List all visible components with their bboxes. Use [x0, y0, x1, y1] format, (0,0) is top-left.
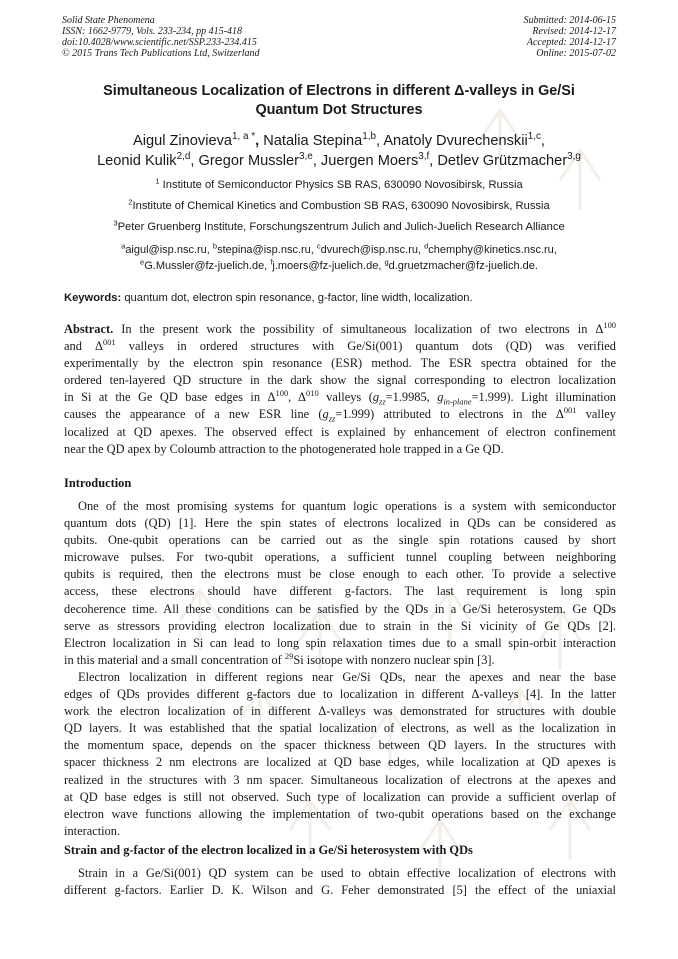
author-name: Anatoly Dvurechenskii: [383, 133, 528, 149]
subscript: zz: [379, 396, 386, 407]
author-name: Leonid Kulik: [97, 153, 177, 169]
copyright-line: © 2015 Trans Tech Publications Ltd, Switzerland: [62, 48, 260, 59]
body-line: realized in the structures with 3 nm spacer. Simultaneous localization of electrons at the apexes and: [64, 772, 616, 787]
abstract-line: localized at QD apexes. The observed effect is explained by enhancement of electron confinement: [64, 424, 616, 439]
email-link[interactable]: stepina@isp.nsc.ru,: [217, 244, 314, 256]
text-run: in this material and a small concentration of: [64, 652, 285, 667]
issn-line: ISSN: 1662-9779, Vols. 233-234, pp 415-418: [62, 26, 242, 37]
text-run: =1.999) attributed to electrons in the Δ: [335, 407, 564, 422]
affiliation-text: Peter Gruenberg Institute, Forschungszentrum Julich and Julich-Juelich Research Alliance: [117, 221, 565, 233]
email-link[interactable]: dvurech@isp.nsc.ru,: [320, 244, 422, 256]
author-line-2: Leonid Kulik$^{2,d}$, Gregor Mussler$^{3,e}$, Juergen Moers$^{3,f}$, Detlev Grützmacher$^{3,g}$: [97, 151, 581, 169]
keywords-label: Keywords:: [64, 292, 122, 304]
superscript: 29: [284, 650, 294, 661]
body-line: access, these electrons should have different g-factors. The last requirement is long spin: [64, 584, 616, 599]
body-line: qubits is required, then the electrons must be close enough to each other. To provide a selective: [64, 567, 616, 582]
abstract-line: near the QD apex by Coloumb attraction to the photogenerated hole trapped in a Ge QD.: [64, 441, 504, 456]
text-run: Si isotope with nonzero nuclear spin [3].: [293, 652, 495, 667]
dates-info: [524, 15, 617, 59]
author-name: Gregor Mussler: [198, 153, 300, 169]
affiliation-text: Institute of Semiconductor Physics SB RAS, 630090 Novosibirsk, Russia: [159, 179, 523, 191]
author-name: Natalia Stepina: [263, 133, 363, 149]
body-line: different g-factors. Earlier D. K. Wilson and G. Feher demonstrated [5] the effect of the uniaxial: [64, 883, 616, 898]
text-run: In the present work the possibility of simultaneous localization of two electrons in Δ: [121, 322, 604, 336]
body-line: the momentum space, depends on the spacer thickness between QD layers. In the structures with: [64, 738, 616, 753]
author-list: [40, 131, 638, 171]
email-link[interactable]: chemphy@kinetics.nsc.ru,: [428, 244, 557, 256]
superscript: 100: [603, 319, 616, 330]
text-run: in Si at the Ge QD base edges in Δ: [64, 390, 276, 405]
introduction-body: [64, 498, 616, 840]
affiliation-sup: 1: [155, 176, 160, 186]
body-line: edges of QDs provides different g-factors due to localization in different Δ-valleys [4]. In the latter: [64, 687, 616, 702]
doi-line: doi:10.4028/www.scientific.net/SSP.233-234.415: [62, 37, 257, 48]
body-line: qubits. One-qubit operations can be carried out as the single spin rotations caused by short: [64, 533, 616, 548]
body-line: decoherence time. All these conditions can be satisfied by the QDs in a Ge/Si heterosystem. Ge QDs: [64, 601, 616, 616]
superscript: 001: [563, 405, 577, 416]
email-link[interactable]: G.Mussler@fz-juelich.de,: [144, 260, 268, 272]
section-heading-introduction: Introduction: [64, 476, 132, 490]
text-run: g: [322, 407, 329, 422]
title-line-2: Quantum Dot Structures: [255, 102, 423, 118]
author-sup: 3,e: [299, 151, 313, 163]
email-line-2: $^e$G.Mussler@fz-juelich.de, $^f$j.moers@fz-juelich.de, $^g$d.gruetzmacher@fz-juelich.de.: [140, 257, 538, 272]
abstract-label: Abstract.: [64, 322, 114, 336]
section-heading-strain: Strain and g-factor of the electron localized in a Ge/Si heterosystem with QDs: [64, 843, 473, 857]
online-date: Online: 2015-07-02: [536, 48, 616, 59]
author-name: Aigul Zinovieva: [133, 133, 232, 149]
abstract-line: [64, 321, 616, 338]
body-line: at QD base edges is still not observed. Such type of localization can provide a sufficient overlap of: [64, 789, 616, 804]
journal-name: Solid State Phenomena: [62, 15, 155, 26]
abstract: [64, 321, 616, 458]
text-run: valley: [576, 407, 616, 422]
body-line: quantum dots (QD) [1]. Here the spin states of electrons localized in QDs can be considered as: [64, 516, 616, 531]
text-run: and Δ: [64, 339, 103, 354]
keywords-text: quantum dot, electron spin resonance, g-factor, line width, localization.: [124, 292, 473, 304]
abstract-line: [64, 338, 616, 355]
text-run: valleys (: [318, 390, 373, 405]
body-line: Strain in a Ge/Si(001) QD system can be used to obtain effective localization of electrons with: [78, 866, 616, 880]
author-line-1: Aigul Zinovieva$^{1, a *}$, Natalia Stepina$^{1,b}$, Anatoly Dvurechenskii$^{1,c}$,: [133, 131, 545, 149]
abstract-line: experimentally by the electron spin resonance (ESR) method. The ESR spectra obtained for the: [64, 356, 616, 371]
affiliation-sup: 3: [113, 218, 118, 228]
author-name: Juergen Moers: [320, 153, 419, 169]
body-line: One of the most promising systems for quantum logic operations is a system with semiconductor: [78, 499, 616, 513]
affiliation-sup: 2: [128, 197, 133, 207]
author-sup: 1,c: [527, 131, 541, 143]
email-link[interactable]: aigul@isp.nsc.ru,: [125, 244, 210, 256]
author-sup: 1,b: [362, 131, 376, 143]
superscript: 100: [275, 388, 289, 399]
abstract-line: [64, 406, 616, 423]
body-line: QD layers. It was established that the spatial localization of electrons, as well as the localization in: [64, 721, 616, 736]
author-sup: 2,d: [176, 151, 191, 163]
body-line: Electron localization in Si can lead to long spin relaxation times due to a small spin-orbit interaction: [64, 635, 616, 650]
email-link[interactable]: d.gruetzmacher@fz-juelich.de.: [388, 260, 538, 272]
affiliation-3: [40, 220, 638, 234]
submitted-date: Submitted: 2014-06-15: [523, 15, 616, 26]
body-line: serve as stressors providing electron localization due to strain in the Si vicinity of Ge QDs [2].: [64, 618, 616, 633]
revised-date: Revised: 2014-12-17: [532, 26, 616, 37]
body-line: microwave pulses. For two-qubit operations, a sufficient tunnel coupling between neighboring: [64, 550, 616, 565]
body-line: work the electron localization of in different Δ-valleys was demonstrated for structures with double: [64, 704, 616, 719]
journal-info: [62, 15, 260, 59]
text-run: valleys in ordered structures with Ge/Si(001) quantum dots (QD) was verified: [115, 339, 616, 354]
body-line: interaction.: [64, 823, 121, 838]
author-sup: 1, a *: [231, 131, 256, 143]
strain-section-body: [64, 865, 616, 899]
email-list: [40, 242, 638, 274]
body-line: spacer thickness 2 nm electrons are localized at QD base edges, while localization at QD apexes is: [64, 755, 616, 770]
accepted-date: Accepted: 2014-12-17: [526, 37, 616, 48]
author-name: Detlev Grützmacher: [437, 153, 568, 169]
body-line: Electron localization in different regions near Ge/Si QDs, near the apexes and near the base: [78, 669, 616, 684]
author-sup: 3,g: [567, 151, 581, 163]
title-line-1: Simultaneous Localization of Electrons in different Δ-valleys in Ge/Si: [103, 83, 575, 99]
text-run: g: [372, 390, 380, 405]
affiliation-text: Institute of Chemical Kinetics and Combustion SB RAS, 630090 Novosibirsk, Russia: [132, 200, 550, 212]
abstract-line: ordered ten-layered QD structure in the dark show the signal corresponding to electron localization: [64, 373, 616, 388]
email-link[interactable]: j.moers@fz-juelich.de,: [272, 260, 382, 272]
body-line: [64, 652, 616, 669]
abstract-line: [64, 389, 616, 406]
superscript: 010: [306, 388, 319, 399]
keywords: [64, 291, 624, 305]
text-run: =1.9985,: [385, 390, 438, 405]
text-run: g: [437, 390, 444, 405]
affiliation-2: [40, 199, 638, 213]
subscript: zz: [328, 413, 336, 424]
text-run: =1.999). Light illumination: [471, 390, 616, 405]
text-run: , Δ: [288, 390, 307, 405]
author-sup: 3,f: [418, 151, 430, 163]
body-line: electron wave functions allowing the implementation of two-qubit operations based on the exchange: [64, 806, 616, 821]
subscript: in-plane: [443, 396, 472, 407]
paper-title: [60, 82, 618, 120]
affiliation-1: [40, 178, 638, 192]
email-line-1: $^a$aigul@isp.nsc.ru, $^b$stepina@isp.nsc.ru, $^c$dvurech@isp.nsc.ru, $^d$chemphy@kinetics.nsc.ru,: [121, 241, 557, 256]
text-run: causes the appearance of a new ESR line (: [64, 407, 323, 422]
superscript: 001: [103, 336, 116, 347]
